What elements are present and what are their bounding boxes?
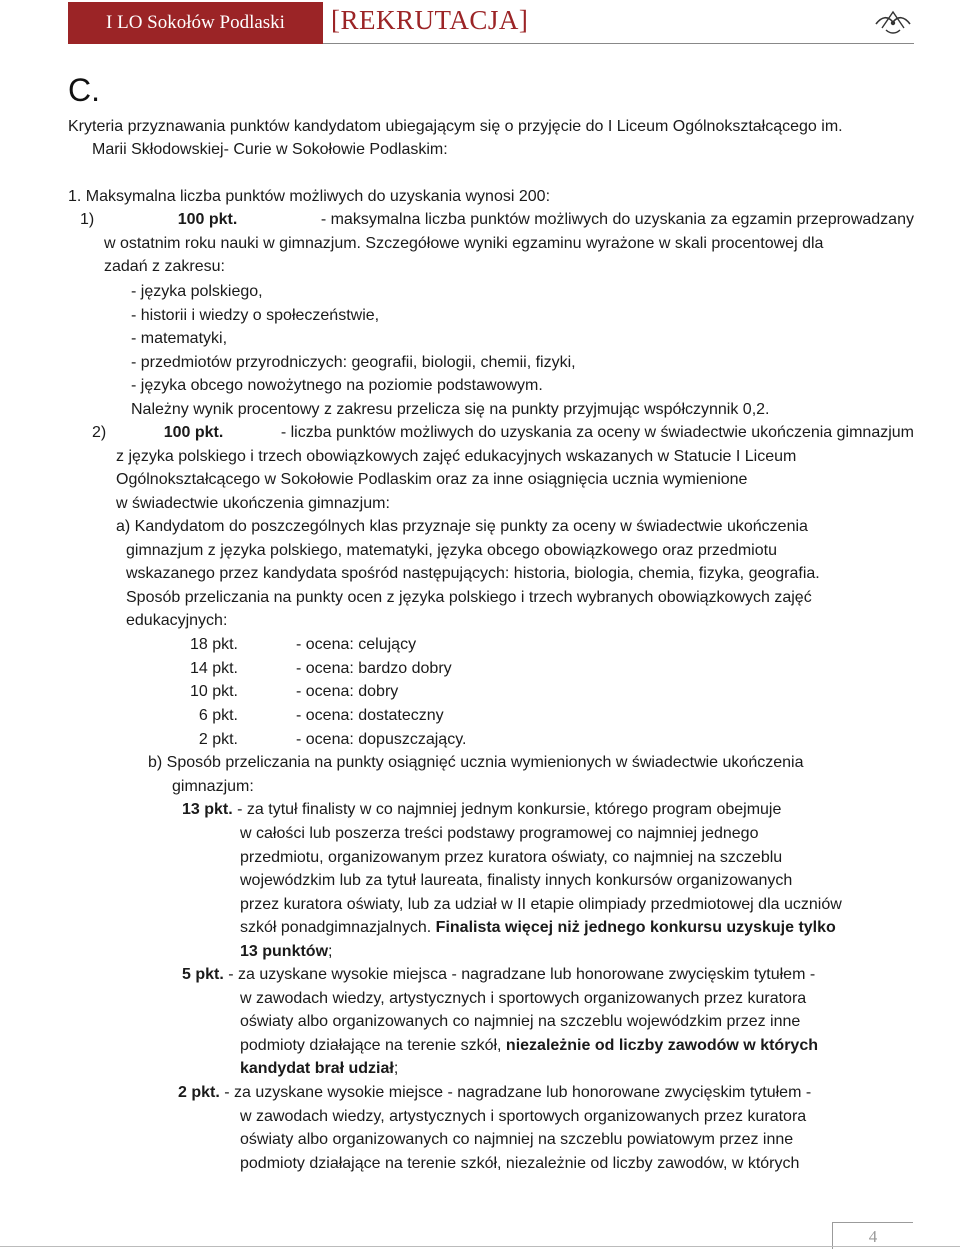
- p5-line-2: w zawodach wiedzy, artystycznych i sportowych organizowanych przez kuratora: [240, 990, 807, 1007]
- grade-points: 10 pkt.: [189, 683, 238, 700]
- grade-row: [176, 681, 398, 703]
- p13-text-1: - za tytuł finalisty w co najmniej jednym konkursie, którego program obejmuje: [237, 801, 782, 818]
- grade-desc: - ocena: dobry: [296, 683, 399, 700]
- grade-points: 6 pkt.: [198, 707, 238, 724]
- a-line-1: a) Kandydatom do poszczególnych klas przyznaje się punkty za oceny w świadectwie ukończenia: [116, 518, 808, 535]
- sub1-num: 1): [80, 211, 95, 228]
- point-1-colon: :: [545, 188, 551, 205]
- sub2-line-2: z języka polskiego i trzech obowiązkowych zajęć edukacyjnych wskazanych w Statucie I Liceum: [116, 448, 797, 465]
- point-1: [68, 186, 550, 208]
- school-name-banner: [68, 2, 323, 44]
- p13-text-6a: szkół ponadgimnazjalnych.: [240, 919, 436, 936]
- subject-item: - historii i wiedzy o społeczeństwie,: [131, 307, 380, 324]
- p13-line-4: wojewódzkim lub za tytuł laureata, finalisty innych konkursów organizowanych: [240, 872, 793, 889]
- p5-line-4: [240, 1035, 818, 1057]
- p5-text-1: - za uzyskane wysokie miejsca - nagradzane lub honorowane zwycięskim tytułem -: [228, 966, 816, 983]
- grade-row: [176, 634, 416, 656]
- b-line-1: b) Sposób przeliczania na punkty osiągnięć ucznia wymienionych w świadectwie ukończenia: [148, 754, 804, 771]
- point-1-value: 200: [518, 188, 546, 205]
- p13-text-7: 13 punktów: [240, 943, 329, 960]
- sub1-line-3: zadań z zakresu:: [104, 258, 225, 275]
- p2-text-1: - za uzyskane wysokie miejsce - nagradzane lub honorowane zwycięskim tytułem -: [224, 1084, 812, 1101]
- grade-row: [176, 729, 466, 751]
- subject-item: - języka obcego nowożytnego na poziomie podstawowym.: [131, 377, 543, 394]
- a-line-4: Sposób przeliczania na punkty ocen z języka polskiego i trzech wybranych obowiązkowych zajęć: [126, 589, 812, 606]
- school-name: I LO Sokołów Podlaski: [106, 12, 285, 33]
- section-title: [REKRUTACJA]: [331, 5, 529, 35]
- grade-desc: - ocena: dostateczny: [296, 707, 444, 724]
- intro-line-1: Kryteria przyznawania punktów kandydatom ubiegającym się o przyjęcie do I Liceum Ogólnokształcącego im.: [68, 118, 843, 135]
- p5-line-1: [182, 964, 815, 986]
- p5-line-5: [240, 1058, 398, 1080]
- p2-line-4: podmioty działające na terenie szkół, niezależnie od liczby zawodów, w których: [240, 1155, 800, 1172]
- p13-line-3: przedmiotu, organizowanym przez kuratora oświaty, co najmniej na szczeblu: [240, 849, 783, 866]
- p13-line-1: [182, 799, 781, 821]
- subject-item: - matematyki,: [131, 330, 228, 347]
- sub2-points: 100 pkt.: [163, 424, 224, 441]
- p2-line-3: oświaty albo organizowanych co najmniej na szczeblu powiatowym przez inne: [240, 1131, 794, 1148]
- point-1-text: 1. Maksymalna liczba punktów możliwych do uzyskania wynosi: [68, 188, 519, 205]
- sub2-line-3: Ogólnokształcącego w Sokołowie Podlaskim oraz za inne osiągnięcia ucznia wymienione: [116, 471, 748, 488]
- grade-desc: - ocena: celujący: [296, 636, 417, 653]
- subject-item: - języka polskiego,: [131, 283, 263, 300]
- page-number-box: [832, 1222, 913, 1249]
- p2-line-2: w zawodach wiedzy, artystycznych i sportowych organizowanych przez kuratora: [240, 1108, 807, 1125]
- page-number: 4: [868, 1227, 878, 1246]
- sub1-points: 100 pkt.: [177, 211, 238, 228]
- p13-line-6: [240, 917, 836, 939]
- header-divider: [323, 43, 914, 44]
- p5-text-4b: niezależnie od liczby zawodów w których: [505, 1037, 818, 1054]
- sub2-line-1: [92, 422, 914, 444]
- subject-item: - przedmiotów przyrodniczych: geografii, biologii, chemii, fizyki,: [131, 354, 576, 371]
- sub1-line-1: [80, 209, 914, 231]
- p13-text-7end: ;: [328, 943, 333, 960]
- b-line-2: gimnazjum:: [172, 778, 254, 795]
- grade-points: 2 pkt.: [198, 731, 238, 748]
- page-header: [68, 2, 914, 46]
- p5-text-4a: podmioty działające na terenie szkół,: [240, 1037, 506, 1054]
- p5-line-3: oświaty albo organizowanych co najmniej na szczeblu wojewódzkim przez inne: [240, 1013, 801, 1030]
- p13-line-5: przez kuratora oświaty, lub za udział w II etapie olimpiady przedmiotowej dla uczniów: [240, 896, 842, 913]
- intro-line-2: Marii Skłodowskiej- Curie w Sokołowie Podlaskim:: [92, 141, 448, 158]
- p13-points: 13 pkt.: [182, 801, 233, 818]
- p13-line-2: w całości lub poszerza treści podstawy programowej co najmniej jednego: [240, 825, 759, 842]
- grade-points: 14 pkt.: [189, 660, 238, 677]
- sub1-text-1: - maksymalna liczba punktów możliwych do uzyskania za egzamin przeprowadzany: [320, 211, 914, 228]
- p2-points: 2 pkt.: [178, 1084, 220, 1101]
- coefficient-note: Należny wynik procentowy z zakresu przelicza się na punkty przyjmując współczynnik 0,2.: [131, 401, 770, 418]
- a-line-3: wskazanego przez kandydata spośród następujących: historia, biologia, chemia, fizyka, geografia.: [126, 565, 820, 582]
- p13-line-7: [240, 941, 332, 963]
- sub1-line-2: w ostatnim roku nauki w gimnazjum. Szczegółowe wyniki egzaminu wyrażone w skali procentowej dla: [104, 235, 824, 252]
- grade-points: 18 pkt.: [189, 636, 238, 653]
- a-line-2: gimnazjum z języka polskiego, matematyki, języka obcego obowiązkowego oraz przedmiotu: [126, 542, 777, 559]
- school-emblem-icon: [872, 6, 914, 38]
- p2-line-1: [178, 1082, 811, 1104]
- grade-row: [176, 658, 452, 680]
- grade-desc: - ocena: bardzo dobry: [296, 660, 452, 677]
- p5-points: 5 pkt.: [182, 966, 224, 983]
- p5-text-5: kandydat brał udział: [240, 1060, 394, 1077]
- p13-text-6b: Finalista więcej niż jednego konkursu uzyskuje tylko: [435, 919, 836, 936]
- sub2-text-1: - liczba punktów możliwych do uzyskania za oceny w świadectwie ukończenia gimnazjum: [280, 424, 914, 441]
- grade-desc: - ocena: dopuszczający.: [296, 731, 467, 748]
- sub2-line-4: w świadectwie ukończenia gimnazjum:: [116, 495, 390, 512]
- footer-divider: [0, 1246, 960, 1247]
- grade-row: [176, 705, 444, 727]
- p5-text-5end: ;: [393, 1060, 399, 1077]
- sub2-num: 2): [92, 424, 107, 441]
- a-line-5: edukacyjnych:: [126, 612, 228, 629]
- section-letter: C.: [68, 72, 100, 108]
